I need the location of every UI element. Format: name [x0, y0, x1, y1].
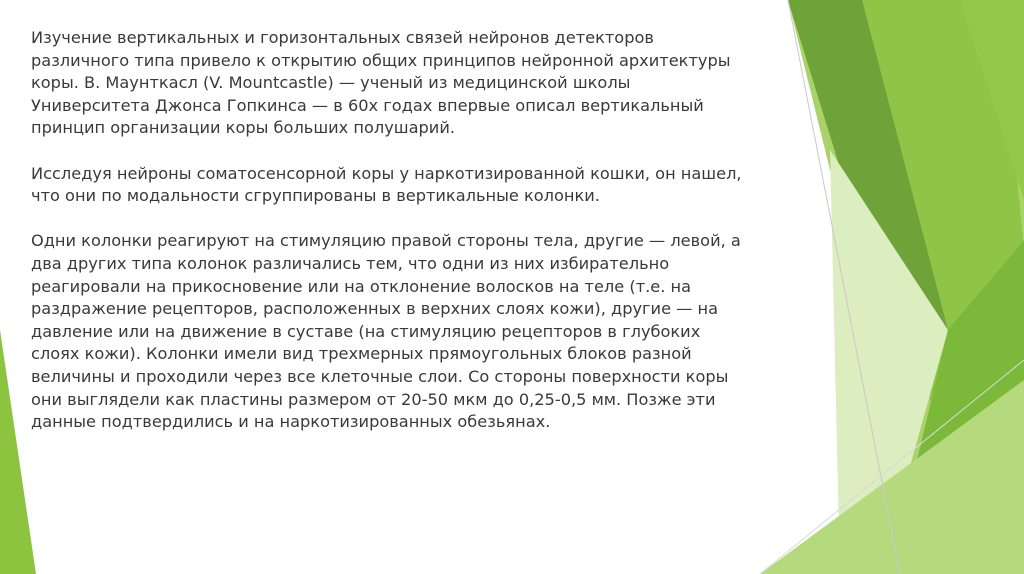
paragraph: Одни колонки реагируют на стимуляцию правой стороны тела, другие — левой, а два других типа колонок различались тем, что одни из них избирательно реагировали на прикосновение или на отклонение волосков на теле (т.е. на раздражение рецепторов, расположенных в верхних слоях кожи), другие — на давление или на движение в суставе (на стимуляцию рецепторов в глубоких слоях кожи). Колонки имели вид трехмерных прямоугольных блоков разной величины и проходили через все клеточные слои. Со стороны поверхности коры они выглядели как пластины размером от 20-50 мкм до 0,25-0,5 мм. Позже эти данные подтвердились и на наркотизированных обезьянах.: [31, 231, 741, 432]
paragraph: Исследуя нейроны соматосенсорной коры у наркотизированной кошки, он нашел, что они по модальности сгруппированы в вертикальные колонки.: [31, 163, 742, 206]
slide-text-body: [31, 27, 743, 456]
paragraph: Изучение вертикальных и горизонтальных связей нейронов детекторов различного типа привело к открытию общих принципов нейронной архитектуры коры. В. Маунткасл (V. Mountcastle) — ученый из медицинской школы Университета Джонса Гопкинса — в 60х годах впервые описал вертикальный принцип организации коры больших полушарий.: [31, 28, 731, 138]
